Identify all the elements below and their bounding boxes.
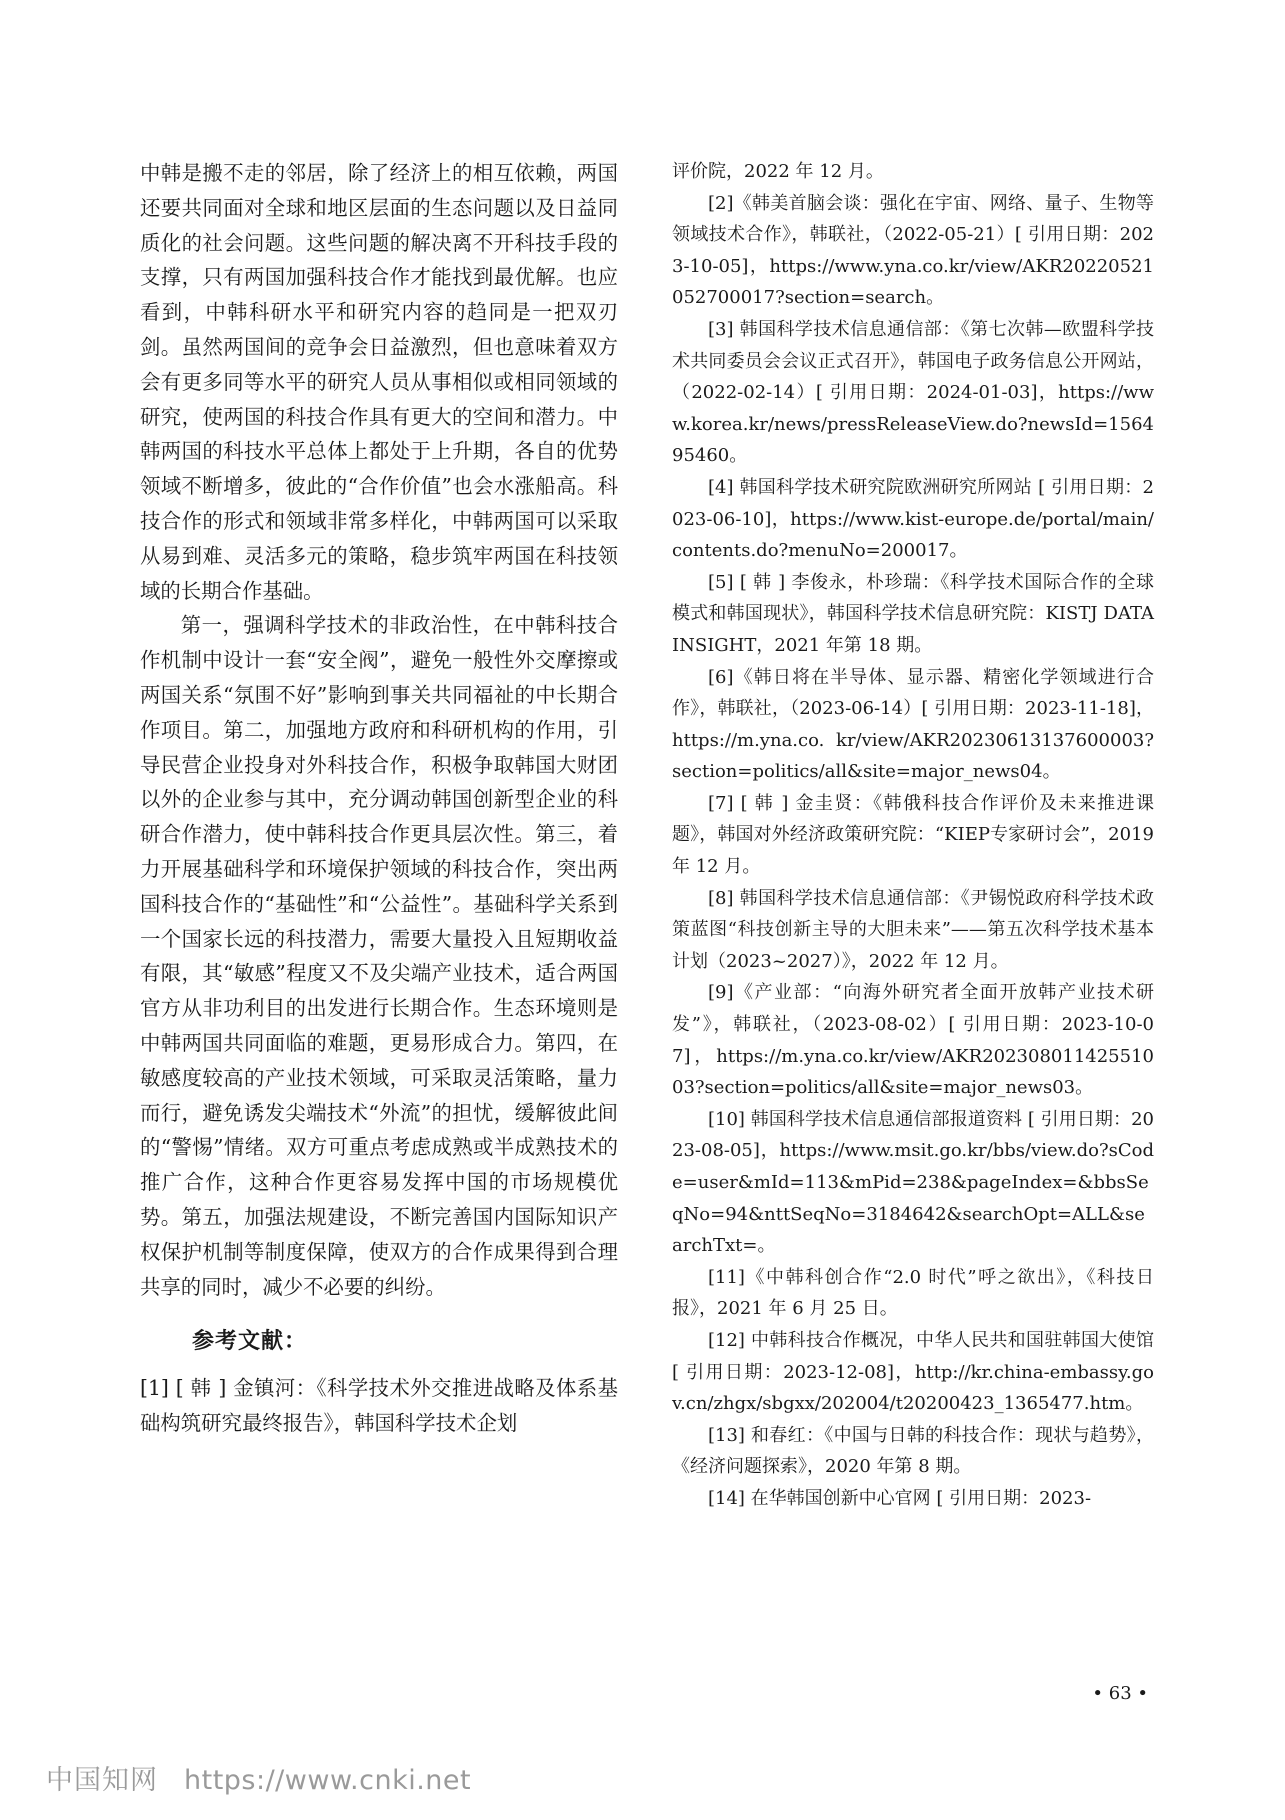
references-heading: 参考文献：	[192, 1329, 308, 1355]
reference-item: [10] 韩国科学技术信息通信部报道资料 [ 引用日期：2023-08-05]，https://www.msit.go.kr/bbs/view.do?sCode=user&mId=113&mPid=238&pageIndex=&bbsSeqNo=94&nttSeqNo=3184642&searchOpt=ALL&searchTxt=。	[672, 1108, 1154, 1257]
reference-item-continuation: 评价院，2022 年 12 月。	[672, 161, 884, 182]
page-number: • 63 •	[1092, 1683, 1148, 1704]
reference-item: [7] [ 韩 ] 金圭贤：《韩俄科技合作评价及未来推进课题》，韩国对外经济政策研究院：“KIEP专家研讨会”，2019 年 12 月。	[672, 792, 1154, 878]
reference-item: [11]《中韩科创合作“2.0 时代”呼之欲出》，《科技日报》，2021 年 6 月 25 日。	[672, 1266, 1154, 1320]
reference-item: [13] 和春红：《中国与日韩的科技合作：现状与趋势》，《经济问题探索》，2020 年第 8 期。	[672, 1424, 1154, 1478]
watermark-url: https://www.cnki.net	[184, 1765, 472, 1796]
body-paragraph: 中韩是搬不走的邻居，除了经济上的相互依赖，两国还要共同面对全球和地区层面的生态问题以及日益同质化的社会问题。这些问题的解决离不开科技手段的支撑，只有两国加强科技合作才能找到最优解。也应看到，中韩科研水平和研究内容的趋同是一把双刃剑。虽然两国间的竞争会日益激烈，但也意味着双方会有更多同等水平的研究人员从事相似或相同领域的研究，使两国的科技合作具有更大的空间和潜力。中韩两国的科技水平总体上都处于上升期，各自的优势领域不断增多，彼此的“合作价值”也会水涨船高。科技合作的形式和领域非常多样化，中韩两国可以采取从易到难、灵活多元的策略，稳步筑牢两国在科技领域的长期合作基础。	[140, 161, 618, 603]
reference-item: [2]《韩美首脑会谈：强化在宇宙、网络、量子、生物等领域技术合作》，韩联社，（2022-05-21）[ 引用日期：2023-10-05]，https://www.yna.co.kr/view/AKR20220521052700017?section=search。	[672, 192, 1154, 309]
reference-item: [14] 在华韩国创新中心官网 [ 引用日期：2023-	[708, 1487, 1092, 1509]
reference-item: [8] 韩国科学技术信息通信部：《尹锡悦政府科学技术政策蓝图“科技创新主导的大胆未来”——第五次科学技术基本计划（2023~2027）》，2022 年 12 月。	[672, 887, 1154, 972]
cnki-watermark	[46, 1758, 471, 1797]
left-column	[140, 156, 618, 1441]
reference-item: [5] [ 韩 ] 李俊永，朴珍瑞：《科学技术国际合作的全球模式和韩国现状》，韩国科学技术信息研究院：KISTJ DATA INSIGHT，2021 年第 18 期。	[672, 571, 1154, 656]
reference-item: [4] 韩国科学技术研究院欧洲研究所网站 [ 引用日期：2023-06-10]，https://www.kist-europe.de/portal/main/contents.do?menuNo=200017。	[672, 476, 1154, 562]
right-column	[672, 156, 1154, 1515]
reference-item: [9]《产业部：“向海外研究者全面开放韩产业技术研发”》，韩联社，（2023-08-02）[ 引用日期：2023-10-07]，https://m.yna.co.kr/view/AKR20230801142551003?section=politics/all&site=major_news03。	[672, 982, 1154, 1099]
body-paragraph: 第一，强调科学技术的非政治性，在中韩科技合作机制中设计一套“安全阀”，避免一般性外交摩擦或两国关系“氛围不好”影响到事关共同福祉的中长期合作项目。第二，加强地方政府和科研机构的作用，引导民营企业投身对外科技合作，积极争取韩国大财团以外的企业参与其中，充分调动韩国创新型企业的科研合作潜力，使中韩科技合作更具层次性。第三，着力开展基础科学和环境保护领域的科技合作，突出两国科技合作的“基础性”和“公益性”。基础科学关系到一个国家长远的科技潜力，需要大量投入且短期收益有限，其“敏感”程度又不及尖端产业技术，适合两国官方从非功利目的出发进行长期合作。生态环境则是中韩两国共同面临的难题，更易形成合力。第四，在敏感度较高的产业技术领域，可采取灵活策略，量力而行，避免诱发尖端技术“外流”的担忧，缓解彼此间的“警惕”情绪。双方可重点考虑成熟或半成熟技术的推广合作，这种合作更容易发挥中国的市场规模优势。第五，加强法规建设，不断完善国内国际知识产权保护机制等制度保障，使双方的合作成果得到合理共享的同时，减少不必要的纠纷。	[140, 613, 618, 1299]
watermark-name: 中国知网	[46, 1765, 158, 1796]
reference-item: [6]《韩日将在半导体、显示器、精密化学领域进行合作》，韩联社，（2023-06-14）[ 引用日期：2023-11-18]，https://m.yna.co. kr/view/AKR20230613137600003?section=politics/all&site=major_news04。	[672, 666, 1154, 783]
reference-item: [1] [ 韩 ] 金镇河：《科学技术外交推进战略及体系基础构筑研究最终报告》，韩国科学技术企划	[140, 1376, 618, 1436]
reference-item: [3] 韩国科学技术信息通信部：《第七次韩—欧盟科学技术共同委员会会议正式召开》，韩国电子政务信息公开网站，（2022-02-14）[ 引用日期：2024-01-03]，https://www.korea.kr/news/pressReleaseView.do?newsId=156495460。	[672, 318, 1154, 467]
reference-item: [12] 中韩科技合作概况，中华人民共和国驻韩国大使馆 [ 引用日期：2023-12-08]，http://kr.china-embassy.gov.cn/zhgx/sbgxx/202004/t20200423_1365477.htm。	[672, 1329, 1154, 1415]
